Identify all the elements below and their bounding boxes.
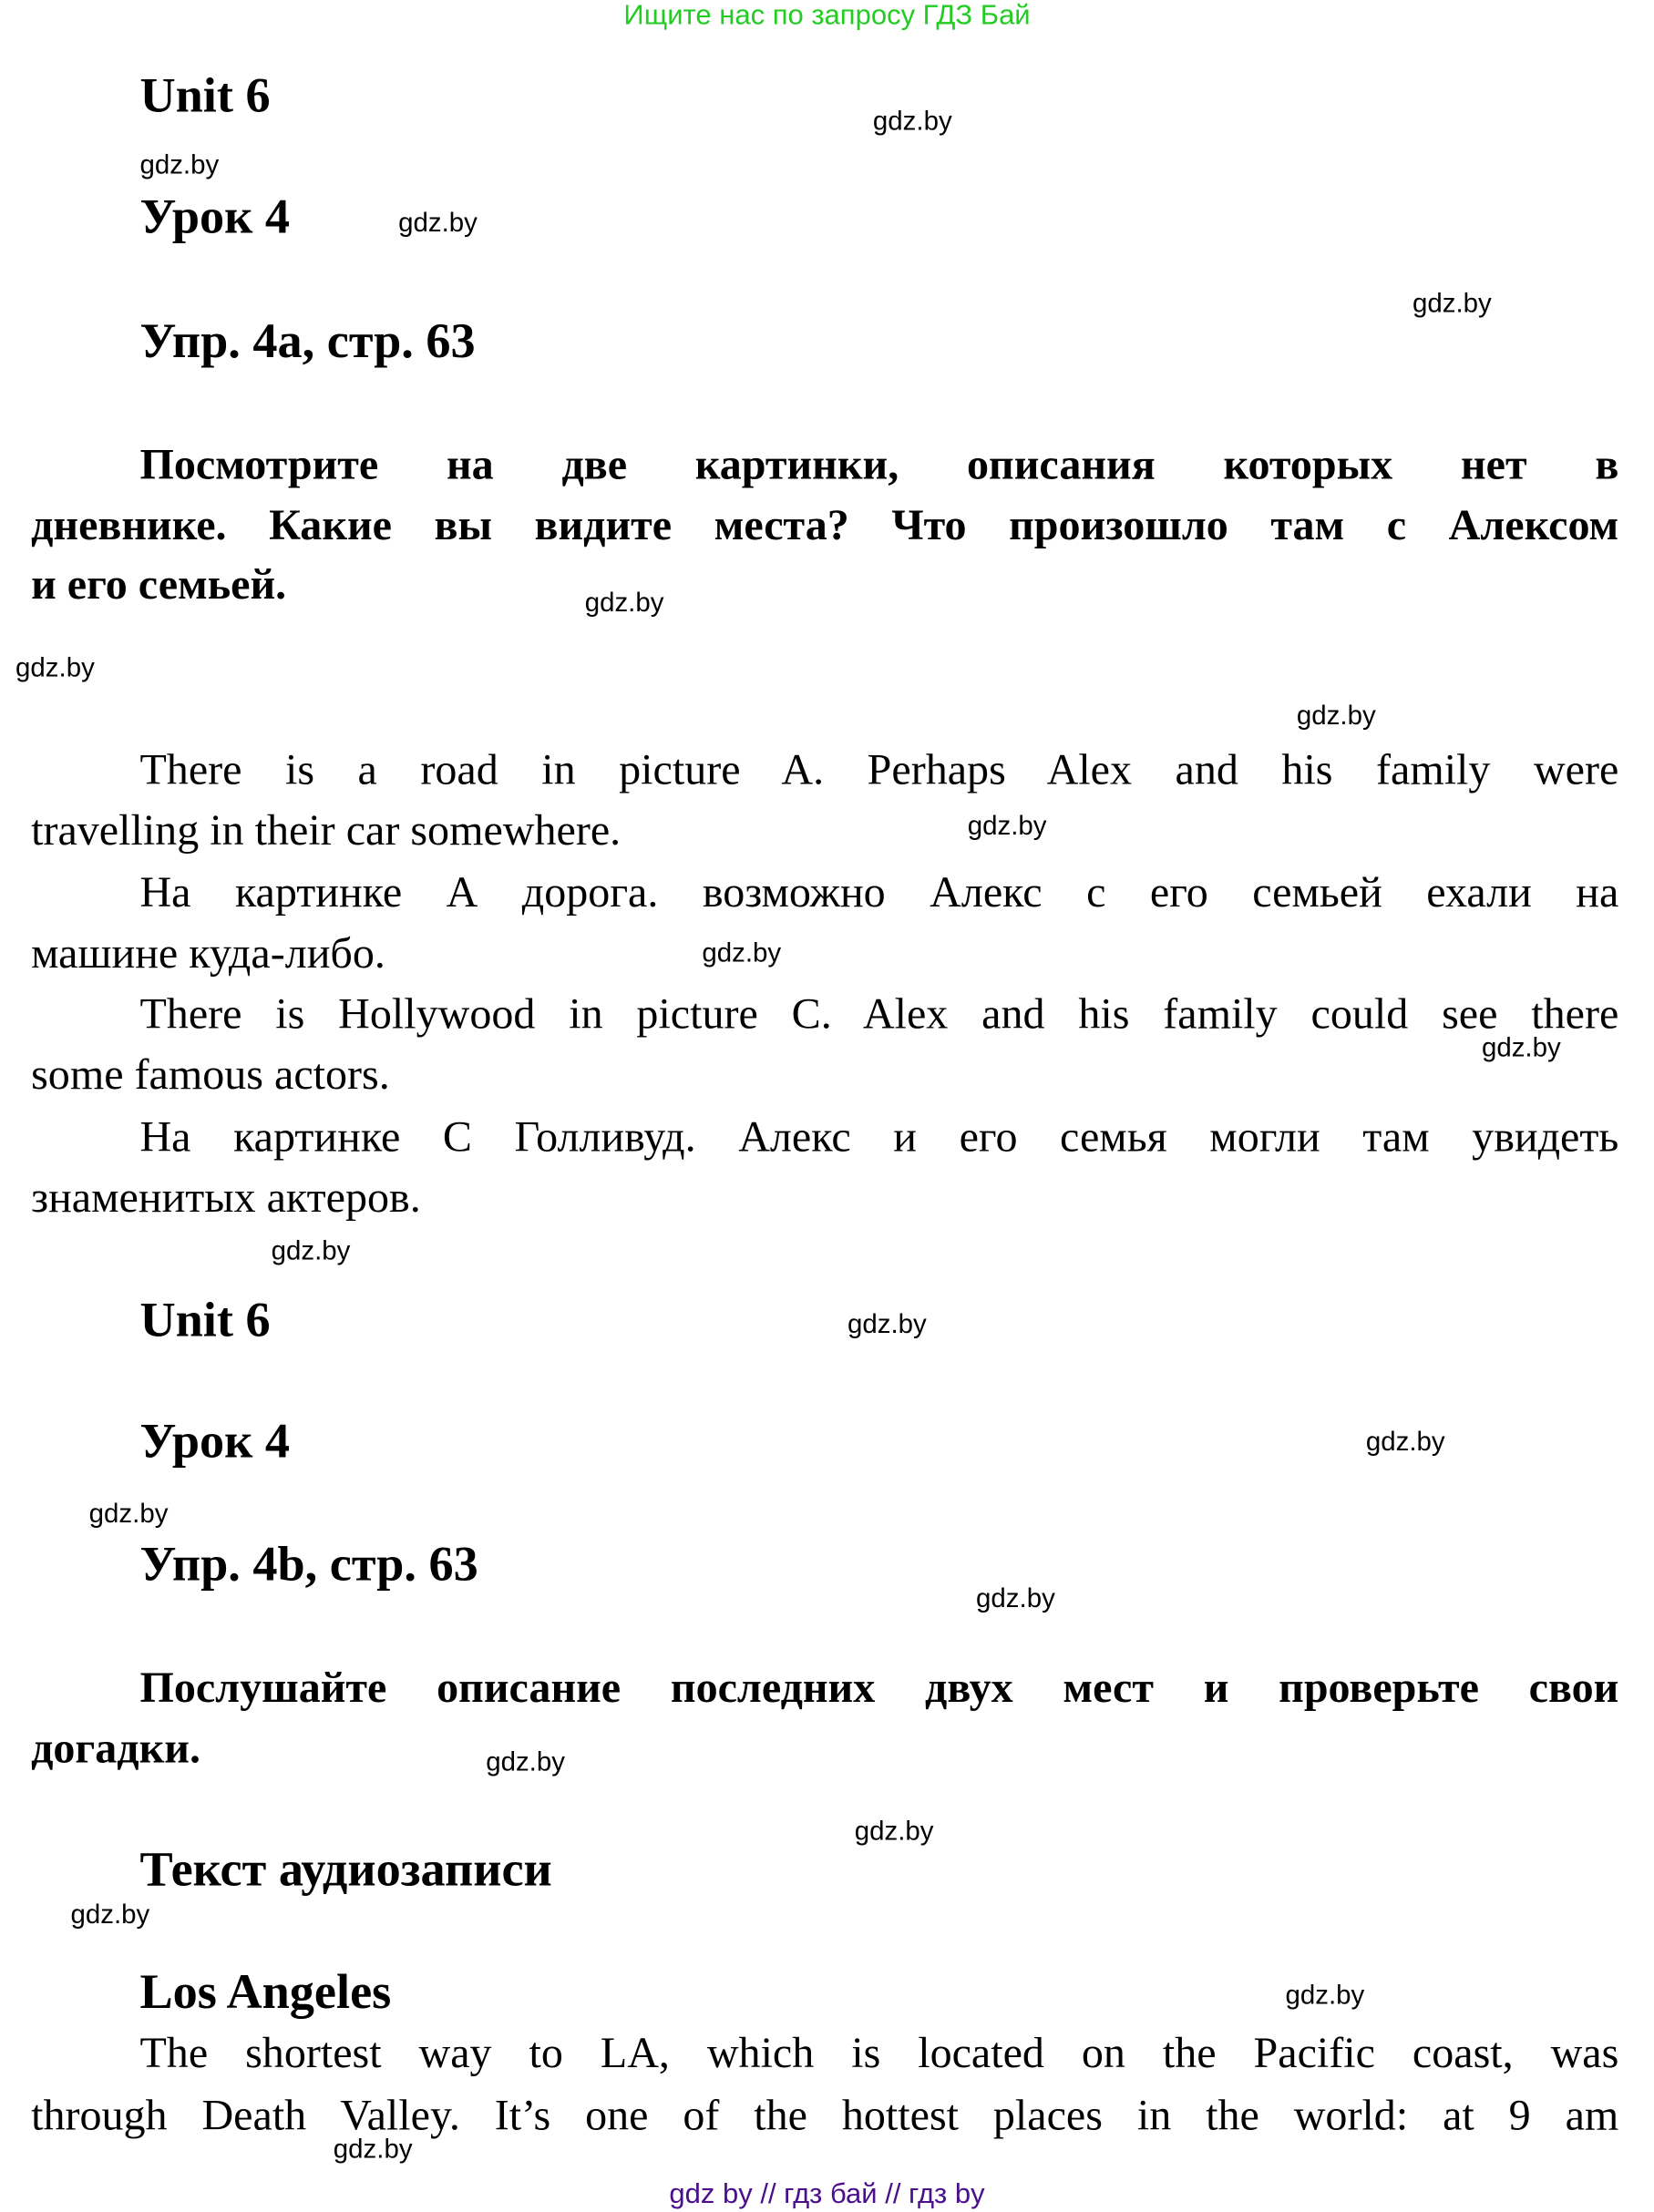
watermark: gdz.by [702,938,782,969]
exercise-heading: Упр. 4a, стр. 63 [139,313,476,369]
watermark: gdz.by [1365,1428,1445,1458]
watermark: gdz.by [70,1900,150,1930]
watermark: gdz.by [1413,289,1492,320]
unit-heading: Unit 6 [139,67,271,123]
transcript-line: The shortest way to LA, which is located on the Pacific coast, was [139,2027,1619,2078]
exercise-heading: Упр. 4b, стр. 63 [139,1536,478,1592]
watermark: gdz.by [486,1747,565,1778]
lesson-heading: Урок 4 [139,189,291,245]
task-line: Посмотрите на две картинки, описания которых нет в [139,439,1619,489]
transcript-heading: Текст аудиозаписи [139,1841,552,1897]
watermark: gdz.by [872,107,952,138]
search-hint-banner[interactable]: Ищите нас по запросу ГДЗ Бай [623,0,1031,32]
watermark: gdz.by [15,653,95,684]
answer-line: машине куда-либо. [31,927,385,978]
watermark: gdz.by [584,589,664,619]
watermark: gdz.by [398,209,478,239]
transcript-line: through Death Valley. It’s one of the hottest places in the world: at 9 am [31,2090,1619,2140]
answer-line: На картинке А дорога. возможно Алекс с его семьей ехали на [139,866,1619,917]
watermark: gdz.by [1285,1981,1365,2012]
watermark: gdz.by [1296,701,1376,732]
watermark: gdz.by [848,1310,927,1340]
lesson-heading: Урок 4 [139,1413,291,1469]
footer-links[interactable]: gdz by // гдз бай // гдз by [669,2178,985,2210]
answer-line: знаменитых актеров. [31,1172,421,1222]
answer-line: There is a road in picture A. Perhaps Alex and his family were [139,743,1619,794]
place-heading: Los Angeles [139,1964,392,2020]
watermark: gdz.by [854,1817,934,1848]
unit-heading: Unit 6 [139,1292,271,1347]
watermark: gdz.by [88,1500,169,1530]
watermark: gdz.by [139,150,220,181]
answer-line: There is Hollywood in picture C. Alex and his family could see there [139,988,1619,1039]
task-line: Послушайте описание последних двух мест и проверьте свои [139,1662,1619,1712]
watermark: gdz.by [333,2135,413,2166]
watermark: gdz.by [976,1584,1055,1614]
task-line: догадки. [31,1723,200,1773]
watermark: gdz.by [967,812,1047,842]
task-line: дневнике. Какие вы видите места? Что произошло там с Алексом [31,499,1619,549]
answer-line: some famous actors. [31,1049,390,1099]
watermark: gdz.by [1481,1033,1561,1064]
task-line: и его семьей. [31,558,287,609]
answer-line: На картинке С Голливуд. Алекс и его семья могли там увидеть [139,1111,1619,1162]
watermark: gdz.by [271,1236,351,1267]
answer-line: travelling in their car somewhere. [31,804,622,855]
